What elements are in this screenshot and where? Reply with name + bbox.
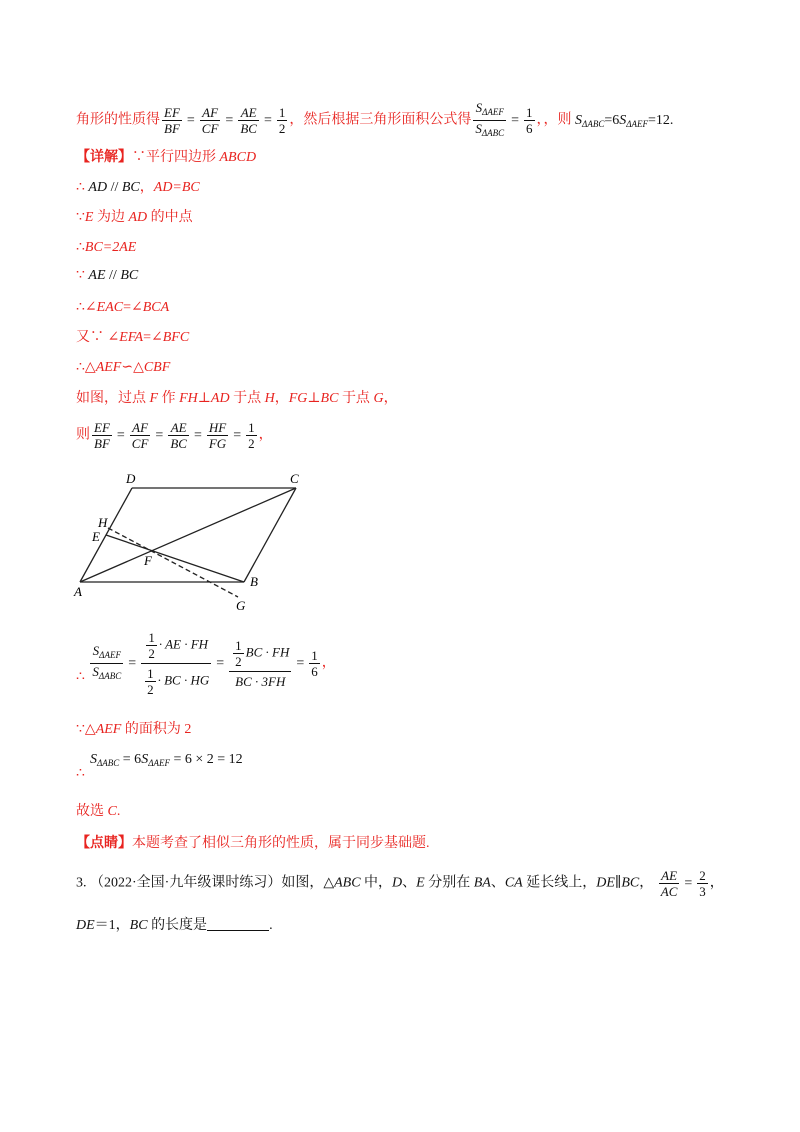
detail-line: 【详解】∵平行四边形 ABCD [76,150,257,165]
fraction-two-thirds: $\frac{2}{3}$ [699,868,706,899]
segment-ac [80,488,296,582]
fraction-half: $\frac{1}{2}$ [278,105,286,136]
segment-hg [108,528,238,597]
segment-cb [244,488,296,582]
answer-blank[interactable] [207,916,269,931]
line1-prefix: 角形的性质得 [76,112,160,128]
parallelogram-figure [70,470,310,615]
line-12: ∴ $\frac{S_{\Delta AEF}}{S_{\Delta ABC}}$ = $\frac{1}{2}$ · AE · FH $\frac{1}{2}$ · BC · HG = $\frac{1}{2}$ BC · FH BC · 3FH = $\frac{1}{6}$ ， [76,630,336,697]
line-10: 如图，过点 F 作 FH⊥AD 于点 H，FG⊥BC 于点 G， [76,391,398,406]
question-number: 3. [76,875,87,891]
question-3-line-2: DE＝1，BC 的长度是 . [76,918,273,933]
detail-bracket: 【详解】 [76,150,132,165]
line1-sep: ，，则 [536,112,572,128]
label-c: C [290,471,299,486]
line-3: ∴ AD // BC，AD=BC [76,180,200,195]
line-4: ∵E 为边 AD 的中点 [76,210,193,225]
label-h: H [98,515,108,530]
line-15: 故选 C. [76,804,121,819]
label-d: D [126,471,136,486]
question-3: 3. （2022·全国·九年级课时练习）如图，△ABC 中，D、E 分别在 BA、CA 延长线上，DE∥BC， $\frac{AE}{AC}$ = $\frac{2}{3}$ ， [76,868,724,899]
line1-mid: ，然后根据三角形面积公式得 [289,112,472,128]
fraction-ef-bf: $\frac{EF}{BF}$ [164,105,180,136]
line-16: 【点睛】本题考查了相似三角形的性质，属于同步基础题. [76,836,430,851]
complex-fraction-1: $\frac{1}{2}$ · AE · FH $\frac{1}{2}$ · BC · HG [141,630,211,697]
line-8: 又∵ ∠EFA=∠BFC [76,330,190,345]
fraction-ae-ac: $\frac{AE}{AC}$ [660,868,678,899]
label-e: E [92,529,100,544]
line-11: 则 $\frac{EF}{BF}$ = $\frac{AF}{CF}$ = $\frac{AE}{BC}$ = $\frac{HF}{FG}$ = $\frac{1}{2}$ ， [76,420,273,451]
fraction-af-cf: $\frac{AF}{CF}$ [201,105,219,136]
fraction-ae-bc: $\frac{AE}{BC}$ [240,105,257,136]
line-13: ∵△AEF 的面积为 2 [76,722,192,737]
fraction-one-sixth: $\frac{1}{6}$ [526,105,533,136]
area-result: $S_{\Delta ABC} = 6S_{\Delta AEF} = 6 \times 2 = 12$ [90,752,243,768]
line-5: ∴BC=2AE [76,240,137,255]
line-1: 角形的性质得 $\frac{EF}{BF}$ = $\frac{AF}{CF}$ = $\frac{AE}{BC}$ = $\frac{1}{2}$ ，然后根据三角形面积公式得 $\frac{S_{\Delta AEF}}{S_{\Delta ABC}}$ = $\frac{1}{6}$ ，，则 $S_{\Delta ABC}=6S_{\Delta AEF}=12$. [76,100,673,141]
line-7: ∴∠EAC=∠BCA [76,300,170,315]
label-g: G [236,598,246,613]
label-f: F [144,553,152,568]
segment-eb [106,535,244,582]
fraction-area-ratio: $\frac{S_{\Delta AEF}}{S_{\Delta ABC}}$ [475,100,505,138]
label-a: A [74,584,82,599]
complex-fraction-2: $\frac{1}{2}$ BC · FH BC · 3FH [229,638,291,689]
area-ratio-lhs: $\frac{S_{\Delta AEF}}{S_{\Delta ABC}}$ [92,643,122,681]
label-b: B [250,574,258,589]
line-9: ∴△AEF∽△CBF [76,360,171,375]
line-6: ∵ AE // BC [76,268,139,283]
line1-result: $S_{\Delta ABC}=6S_{\Delta AEF}=12$. [575,112,674,129]
